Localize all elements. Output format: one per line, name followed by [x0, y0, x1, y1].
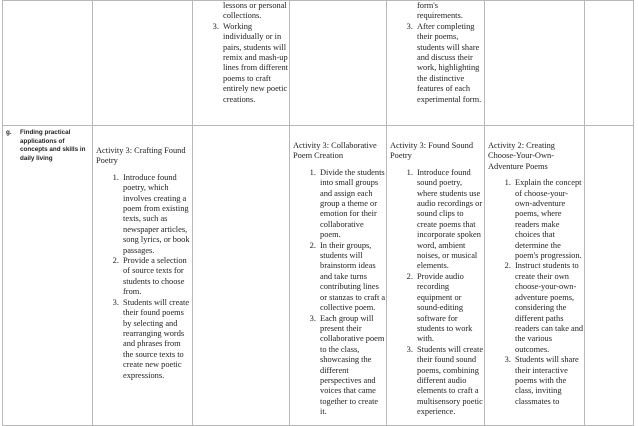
table-cell	[387, 1, 485, 126]
table-row	[3, 126, 634, 426]
lesson-plan-table	[2, 0, 634, 426]
activity-title: Activity 3: Found Sound Poetry	[390, 141, 474, 161]
table-cell	[485, 1, 585, 126]
step-list	[193, 22, 289, 105]
row-letter: g.	[6, 129, 12, 136]
table-cell	[485, 126, 585, 426]
list-item: 3. Students will create their found poems by selecting and rearranging words and phrases from the source texts to create new poetic expressions.	[121, 298, 192, 381]
activity-title: Activity 3: Crafting Found Poetry	[96, 146, 186, 166]
list-item: 3. Each group will present their collaborative poem to the class, showcasing the different perspectives and voices that came together to create it.	[318, 314, 386, 418]
step-list	[485, 178, 584, 407]
table-cell	[193, 1, 290, 126]
table-cell	[93, 1, 193, 126]
step-list	[387, 168, 484, 418]
list-item: 2. Provide audio recording equipment or sound-editing software for students to work with.	[415, 272, 484, 345]
list-item: 1. Introduce found poetry, which involves creating a poem from existing texts, such as newspaper articles, song lyrics, or book passages.	[121, 173, 192, 256]
list-item: 3. Students will share their interactive poems with the class, inviting classmates to	[513, 355, 584, 407]
list-item: 3. After completing their poems, students will share and discuss their work, highlighting the distinctive features of each experimental form.	[415, 22, 484, 105]
table-cell	[585, 1, 634, 126]
step-list	[387, 22, 484, 105]
list-item: 3. Students will create their found sound poems, combining different audio elements to craft a multisensory poetic experience.	[415, 345, 484, 418]
cell-text: lessons or personal collections.	[223, 1, 287, 21]
table-cell	[93, 126, 193, 426]
activity-title: Activity 2: Creating Choose-Your-Own-Adventure Poems	[488, 141, 555, 171]
table-row	[3, 1, 634, 126]
list-item: 1. Introduce found sound poetry, where students use audio recordings or sound clips to create poems that incorporate spoken word, ambient noises, or musical elements.	[415, 168, 484, 272]
table-cell	[290, 126, 387, 426]
list-item: 1. Divide the students into small groups and assign each group a theme or emotion for their collaborative poem.	[318, 168, 386, 241]
table-cell	[290, 1, 387, 126]
list-item: 2. Instruct students to create their own choose-your-own-adventure poems, considering the different paths readers can take and the various outcomes.	[513, 261, 584, 355]
list-item: 3. Working individually or in pairs, students will remix and mash-up lines from different poems to craft entirely new poetic creations.	[221, 22, 289, 105]
activity-title: Activity 3: Collaborative Poem Creation	[293, 141, 377, 161]
table-cell	[3, 1, 93, 126]
cell-text: form's requirements.	[417, 1, 463, 21]
list-item: 2. In their groups, students will brainstorm ideas and take turns contributing lines or stanzas to craft a collective poem.	[318, 241, 386, 314]
row-label	[3, 126, 92, 163]
step-list	[290, 168, 386, 418]
step-list	[93, 173, 192, 381]
list-item: 2. Provide a selection of source texts for students to choose from.	[121, 256, 192, 298]
list-item: 1. Explain the concept of choose-your-own-adventure poems, where readers make choices that determine the poem's progression.	[513, 178, 584, 261]
table-cell	[3, 126, 93, 426]
row-label-text: Finding practical applications of concepts and skills in daily living	[20, 129, 86, 162]
table-cell	[387, 126, 485, 426]
table-cell	[193, 126, 290, 426]
table-cell	[585, 126, 634, 426]
